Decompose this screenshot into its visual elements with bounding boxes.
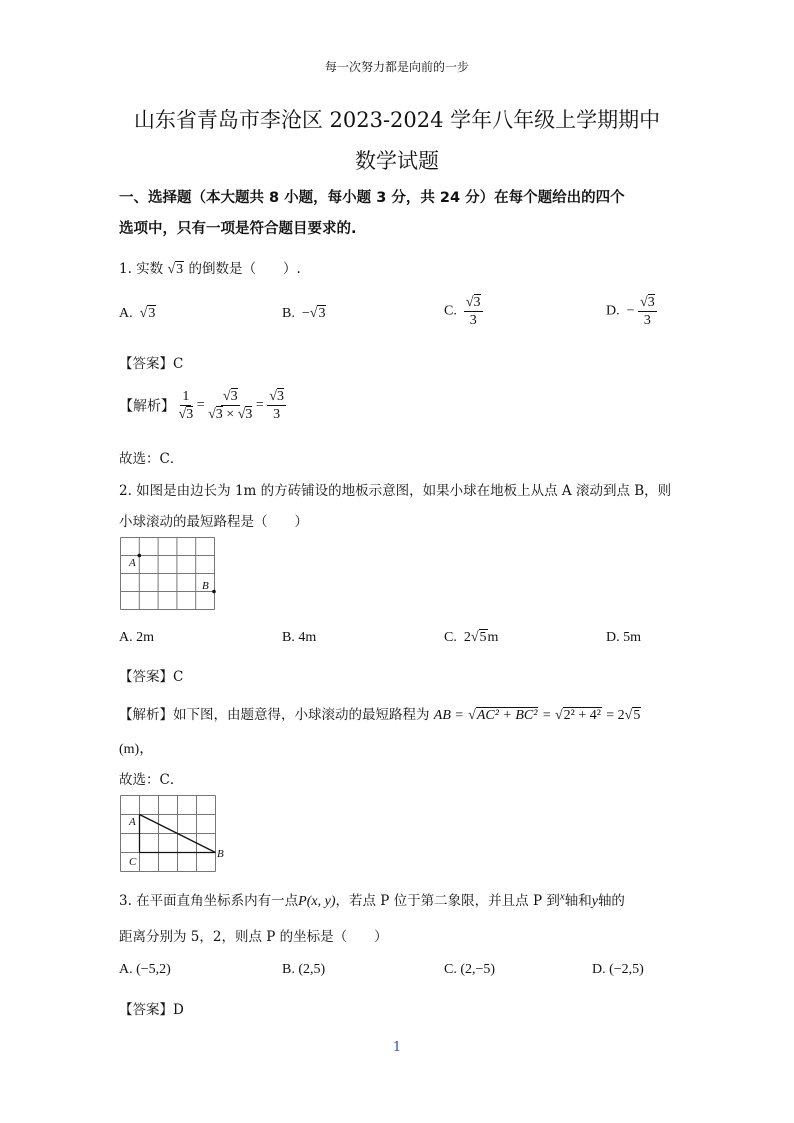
q1-option-d: D. − $\frac{√3}{3}$ <box>606 295 655 328</box>
point-a-dot <box>138 554 142 558</box>
page-title: 山东省青岛市李沧区 2023-2024 学年八年级上学期期中 <box>133 108 661 132</box>
q2-choose: 故选：C． <box>119 772 184 788</box>
question-3-line1: 3. 在平面直角坐标系内有一点P(x, y)，若点 P 位于第二象限，并且点 P 到$^x$轴和y轴的 <box>119 890 625 909</box>
section-heading-line2: 选项中，只有一项是符合题目要求的. <box>119 221 357 237</box>
q1-option-c: C. $\frac{√3}{3}$ <box>444 295 481 328</box>
q1-option-b: B. −√3 <box>282 306 326 321</box>
q2-solution-figure <box>120 795 232 873</box>
point-b-label: B <box>202 580 209 592</box>
header-motto: 每一次努力都是向前的一步 <box>324 60 469 74</box>
q3-option-a: A. (−5,2) <box>119 962 171 977</box>
q2-option-a: A. 2m <box>119 630 154 645</box>
q2-option-c: C. 2√5m <box>444 630 499 645</box>
page-number: 1 <box>392 1040 402 1055</box>
q3-answer: 【答案】D <box>119 1002 184 1018</box>
page-subtitle: 数学试题 <box>355 149 439 173</box>
label-a: A <box>129 816 136 828</box>
q2-analysis: 【解析】如下图，由题意得，小球滚动的最短路程为 AB = √AC² + BC² = √2² + 4² = 2√5 <box>119 707 641 723</box>
q2-option-d: D. 5m <box>606 630 641 645</box>
q2-unit: (m)， <box>119 742 154 757</box>
label-b: B <box>217 848 224 860</box>
q1-prefix: 1. 实数 <box>119 261 164 277</box>
q2-answer: 【答案】C <box>119 669 184 685</box>
question-1 <box>119 257 301 278</box>
q2-option-b: B. 4m <box>282 630 317 645</box>
q3-option-d: D. (−2,5) <box>592 962 644 977</box>
q1-option-a: A. √3 <box>119 306 156 321</box>
label-c: C <box>129 856 137 868</box>
q3-option-c: C. (2,−5) <box>444 962 496 977</box>
q1-suffix: 的倒数是（ ）. <box>188 261 301 277</box>
q1-answer: 【答案】C <box>119 356 184 372</box>
q2-grid-figure <box>120 537 216 611</box>
q3-option-b: B. (2,5) <box>282 962 326 977</box>
question-2-line1: 2. 如图是由边长为 1m 的方砖铺设的地板示意图，如果小球在地板上从点 A 滚动到点 B，则 <box>119 483 672 499</box>
point-b-dot <box>212 590 216 594</box>
q1-analysis: 【解析】 $\frac{1}{√3}$ = $\frac{√3}{√3 \times √3}$ = $\frac{√3}{3}$ <box>119 389 284 422</box>
question-2-line2: 小球滚动的最短路程是（ ） <box>119 514 308 530</box>
point-a-label: A <box>129 557 136 569</box>
q1-choose: 故选：C． <box>119 451 184 467</box>
q1-sqrt: √3 <box>167 262 184 277</box>
question-3-line2: 距离分别为 5，2，则点 P 的坐标是（ ） <box>119 929 388 945</box>
section-heading-line1: 一、选择题（本大题共 8 小题，每小题 3 分，共 24 分）在每个题给出的四个 <box>119 190 625 206</box>
